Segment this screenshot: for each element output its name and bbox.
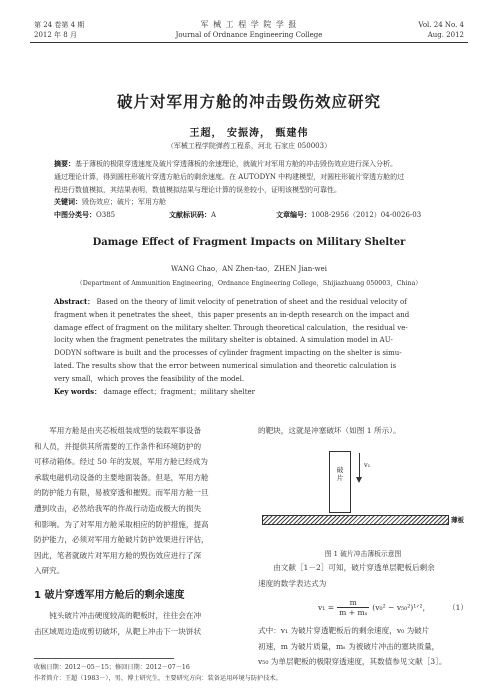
authors-cn: 王超， 安振涛， 甄建伟 [189, 128, 309, 139]
doc-code-value: A [211, 211, 217, 220]
footnote [34, 662, 282, 684]
intro-line: 的防护能力有限，易被穿透和摧毁。而军用方舱一旦 [34, 488, 209, 498]
journal-name-cn: 军 械 工 程 学 院 学 报 [200, 20, 298, 29]
plate-label: 薄板 [451, 516, 464, 524]
section-1-text [34, 608, 246, 639]
velocity-arrow [359, 453, 360, 479]
intro-line: 可移动箱体。经过 50 年的发展，军用方舱已经成为 [34, 457, 208, 467]
right-col-intro: 的靶块，这就是冲塞破坏（如图 1 所示）。 [258, 426, 401, 435]
keywords-en-label: Key words： [54, 386, 102, 396]
equation-1 [318, 596, 430, 618]
journal-name-en: Journal of Ordnance Engineering College [175, 31, 323, 39]
classification-row [54, 209, 444, 222]
figure-1-caption: 图 1 破片冲击薄板示意图 [324, 550, 402, 558]
equation-desc-line: 初速，m 为破片质量，mₛ 为被破片冲击的塞块质量， [258, 641, 440, 651]
abstract-cn-label: 摘要： [54, 159, 75, 168]
figure-1 [258, 445, 468, 543]
intro-line: 防护能力，必须对军用方舱破片防护效果进行评估， [34, 535, 209, 545]
section-1-line: 钝头破片冲击硬度较高的靶板时，往往会在冲 [49, 611, 202, 620]
intro-line: 因此，笔者就破片对军用方舱的毁伤效应进行了深 [34, 550, 202, 560]
abstract-cn-line: 通过理论计算，得到圆柱形破片穿透方舱后的剩余速度。在 AUTODYN 中构建模型，对圆柱形破片穿透方舱的过 [54, 172, 405, 181]
journal-volume-en: Vol. 24 No. 4 [418, 21, 464, 29]
keywords-cn-label: 关键词： [54, 197, 82, 207]
abstract-en-line: fragment when it penetrates the sheet，this paper presents an in-depth research on the impact and [54, 310, 410, 319]
equation-rhs: (v₀² − v₅₀²)¹ᐟ²， [372, 602, 431, 612]
fragment-label: 破 片 [336, 466, 344, 482]
abstract-en-line: DODYN software is built and the processes of cylinder fragment impacting on the shelter is simu- [54, 349, 402, 358]
equation-denominator: m + mₛ [339, 607, 368, 617]
equation-number: （1） [448, 603, 469, 612]
reference-text [258, 560, 470, 591]
section-1-heading: 1 破片穿透军用方舱后的剩余速度 [34, 590, 185, 601]
abstract-en-label: Abstract： [54, 297, 95, 306]
intro-paragraph [34, 423, 246, 579]
abstract-en-line: locity when the fragment penetrates the military shelter is obtained. A simulation model in AU- [54, 336, 393, 345]
equation-description [258, 623, 472, 670]
abstract-en-line: Based on the theory of limit velocity of penetration of sheet and the residual velocity of [96, 298, 407, 306]
abstract-cn-line: 程进行数值模拟，其结果表明，数值模拟结果与理论计算的误差较小，证明该模型的可靠性。 [54, 185, 341, 194]
affiliation-en: （Department of Ammunition Engineering，Ordnance Engineering College，Shijiazhuang 050003，China） [76, 280, 422, 287]
reference-line: 由文献［1－2］可知，破片穿透单层靶板后剩余 [273, 563, 435, 572]
keywords-en: damage effect；fragment；military shelter [103, 387, 255, 396]
affiliation-cn: （军械工程学院弹药工程系，河北 石家庄 050003） [166, 142, 332, 150]
clc-label: 中图分类号： [54, 210, 96, 220]
equation-numerator: m [349, 597, 357, 607]
equation-fraction [337, 598, 369, 617]
section-1-line: 击区域周边造成剪切破坏，从靶上冲击下一块饼状 [34, 626, 202, 636]
equation-desc-line: 式中：v₁ 为破片穿透靶板后的剩余速度，v₀ 为破片 [258, 626, 430, 635]
journal-date-en: Aug. 2012 [427, 31, 464, 39]
journal-volume: 第 24 卷第 4 期 [34, 21, 85, 29]
abstract-cn [54, 158, 444, 222]
paper-title-en: Damage Effect of Fragment Impacts on Military Shelter [92, 237, 406, 248]
abstract-cn-line: 基于薄板的极限穿透速度及破片穿透薄板的余速理论，就破片对军用方舱的冲击毁伤效应进行深入分析。 [75, 160, 397, 168]
article-no-label: 文章编号： [276, 210, 311, 220]
article-no-value: 1008-2956（2012）04-0026-03 [311, 211, 422, 220]
abstract-en [54, 296, 444, 398]
abstract-en-line: lated. The results show that the error between numerical simulation and theoretic calculation is [54, 361, 397, 370]
intro-line: 入研究。 [34, 566, 65, 576]
plate-shape [262, 515, 449, 525]
authors-en: WANG Chao，AN Zhen-tao，ZHEN Jian-wei [171, 265, 327, 273]
journal-date: 2012 年 8 月 [34, 31, 77, 39]
equation-desc-line: v₅₀ 为单层靶板的极限穿透速度，其数值参见文献［3］。 [258, 657, 447, 667]
intro-line: 遭到攻击，必然给我军的作战行动造成极大的损失 [34, 503, 202, 513]
arrow-head-icon [356, 477, 362, 483]
fragment-shape [329, 451, 351, 513]
paper-title: 破片对军用方舱的冲击毁伤效应研究 [116, 93, 381, 111]
intro-line: 承载电磁机动设备的主要地面装备。但是，军用方舱 [34, 472, 209, 482]
keywords-cn: 毁伤效应；破片；军用方舱 [82, 198, 166, 207]
intro-line: 和人员，并提供其所需要的工作条件和环境防护的 [34, 441, 202, 451]
velocity-label: v₁ [364, 461, 371, 469]
doc-code-label: 文献标识码： [169, 210, 211, 220]
header-rule [30, 42, 468, 43]
abstract-en-line: damage effect of fragment on the military shelter. Through theoretical calculation，the residual ve- [54, 323, 408, 332]
reference-line: 速度的数学表达式为 [258, 578, 327, 588]
abstract-en-line: very small，which proves the feasibility of the model. [54, 374, 245, 383]
author-bio: 作者简介：王超（1983－），男，博士研究生，主要研究方向：装备运用环境与防护技术。 [34, 675, 282, 682]
intro-line: 和影响。为了对军用方舱采取相应的防护措施，提高 [34, 519, 209, 529]
equation-lhs: v₁ = [318, 602, 335, 612]
footnote-rule [34, 658, 174, 659]
intro-line: 军用方舱是由夹芯板组装成型的装载军事设备 [49, 426, 202, 435]
clc-value: O385 [96, 211, 116, 220]
received-date: 收稿日期：2012－05－15；修回日期：2012－07－16 [34, 664, 190, 671]
